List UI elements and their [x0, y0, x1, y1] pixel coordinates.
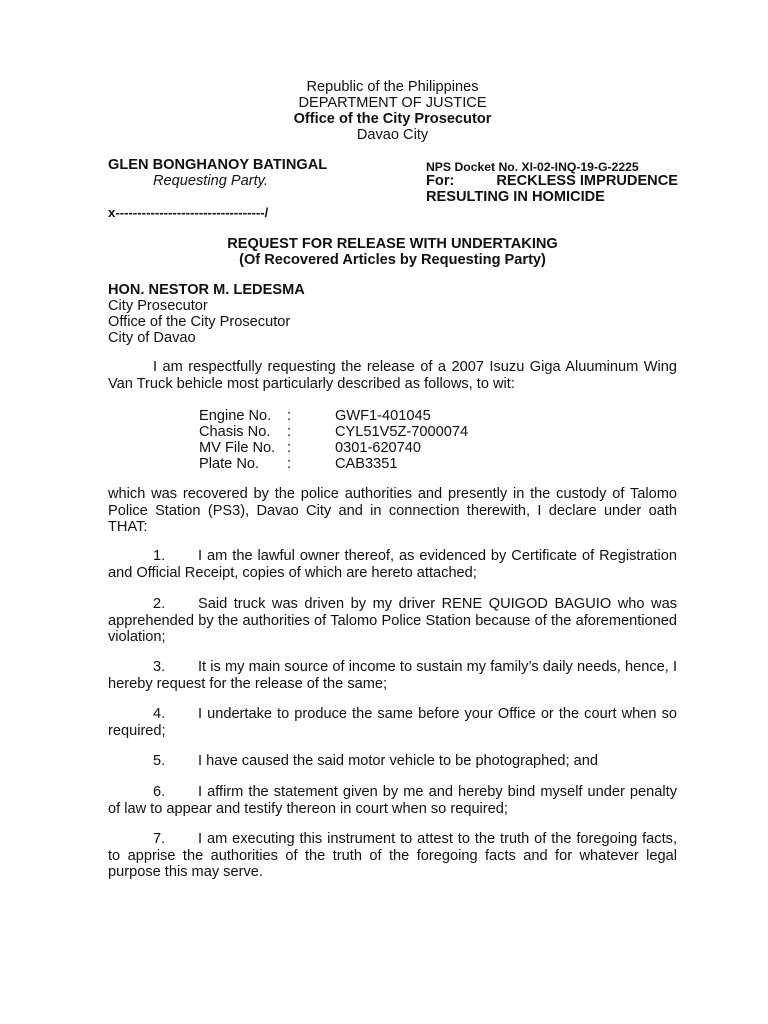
- addressee-office: Office of the City Prosecutor: [108, 314, 291, 330]
- spec-label: Chasis No.: [199, 424, 271, 440]
- header-office: Office of the City Prosecutor: [293, 111, 492, 127]
- item-text: I am executing this instrument to attest to the truth of the foregoing facts, to apprise the authorities of the truth of the foregoing facts and for whatever legal purpose this may serve.: [108, 831, 677, 880]
- spec-mv-file-value: 0301-620740: [335, 440, 422, 456]
- item-text: I undertake to produce the same before your Office or the court when so required;: [108, 706, 677, 739]
- addressee-name: HON. NESTOR M. LEDESMA: [108, 282, 305, 298]
- intro-text: I am respectfully requesting the release of a 2007 Isuzu Giga Aluuminum Wing Van Truck behicle most particularly described as follows, to wit:: [108, 359, 677, 392]
- undertaking-item: [108, 753, 677, 770]
- addressee-position: City Prosecutor: [108, 298, 208, 314]
- spec-colon: :: [287, 408, 292, 424]
- undertaking-item: [108, 831, 677, 881]
- item-number: 7.: [153, 831, 166, 847]
- spec-label: Engine No.: [199, 408, 272, 424]
- header-city: Davao City: [356, 127, 429, 143]
- item-number: 1.: [153, 548, 166, 564]
- case-for-label: For:: [426, 173, 455, 189]
- undertaking-item: [108, 706, 677, 739]
- header-department: DEPARTMENT OF JUSTICE: [298, 95, 487, 111]
- party-role: Requesting Party.: [153, 173, 268, 189]
- spec-colon: :: [287, 456, 292, 472]
- recovery-paragraph: which was recovered by the police authorities and presently in the custody of Talomo Police Station (PS3), Davao City and in connection therewith, I declare under oath THAT:: [108, 486, 677, 535]
- undertaking-item: [108, 659, 677, 692]
- item-text: I affirm the statement given by me and hereby bind myself under penalty of law to appear and testify thereon in court when so required;: [108, 784, 677, 817]
- document-title: REQUEST FOR RELEASE WITH UNDERTAKING: [227, 236, 558, 252]
- case-offense-line1: RECKLESS IMPRUDENCE: [496, 173, 678, 189]
- item-text: I have caused the said motor vehicle to be photographed; and: [198, 753, 598, 769]
- docket-number: NPS Docket No. XI-02-INQ-19-G-2225: [426, 160, 639, 174]
- item-number: 4.: [153, 706, 166, 722]
- spec-engine-value: GWF1-401045: [335, 408, 431, 424]
- item-number: 3.: [153, 659, 166, 675]
- undertaking-item: [108, 596, 677, 646]
- case-offense-line2: RESULTING IN HOMICIDE: [426, 189, 605, 205]
- undertaking-item: [108, 548, 677, 581]
- item-text: I am the lawful owner thereof, as evidenced by Certificate of Registration and Official Receipt, copies of which are hereto attached;: [108, 548, 677, 581]
- caption-separator: x----------------------------------/: [108, 205, 269, 220]
- undertaking-item: [108, 784, 677, 817]
- intro-paragraph: [108, 359, 677, 392]
- spec-label: Plate No.: [199, 456, 260, 472]
- spec-plate-value: CAB3351: [335, 456, 398, 472]
- spec-label: MV File No.: [199, 440, 276, 456]
- addressee-city: City of Davao: [108, 330, 196, 346]
- item-text: Said truck was driven by my driver RENE QUIGOD BAGUIO who was apprehended by the authorities of Talomo Police Station because of the aforementioned violation;: [108, 596, 677, 645]
- document-subtitle: (Of Recovered Articles by Requesting Party): [239, 252, 546, 268]
- spec-colon: :: [287, 440, 292, 456]
- item-number: 5.: [153, 753, 166, 769]
- item-text: It is my main source of income to sustain my family’s daily needs, hence, I hereby request for the release of the same;: [108, 659, 677, 692]
- spec-colon: :: [287, 424, 292, 440]
- item-number: 2.: [153, 596, 166, 612]
- item-number: 6.: [153, 784, 166, 800]
- spec-chassis-value: CYL51V5Z-7000074: [335, 424, 469, 440]
- header-republic: Republic of the Philippines: [306, 79, 479, 95]
- party-name: GLEN BONGHANOY BATINGAL: [108, 157, 328, 173]
